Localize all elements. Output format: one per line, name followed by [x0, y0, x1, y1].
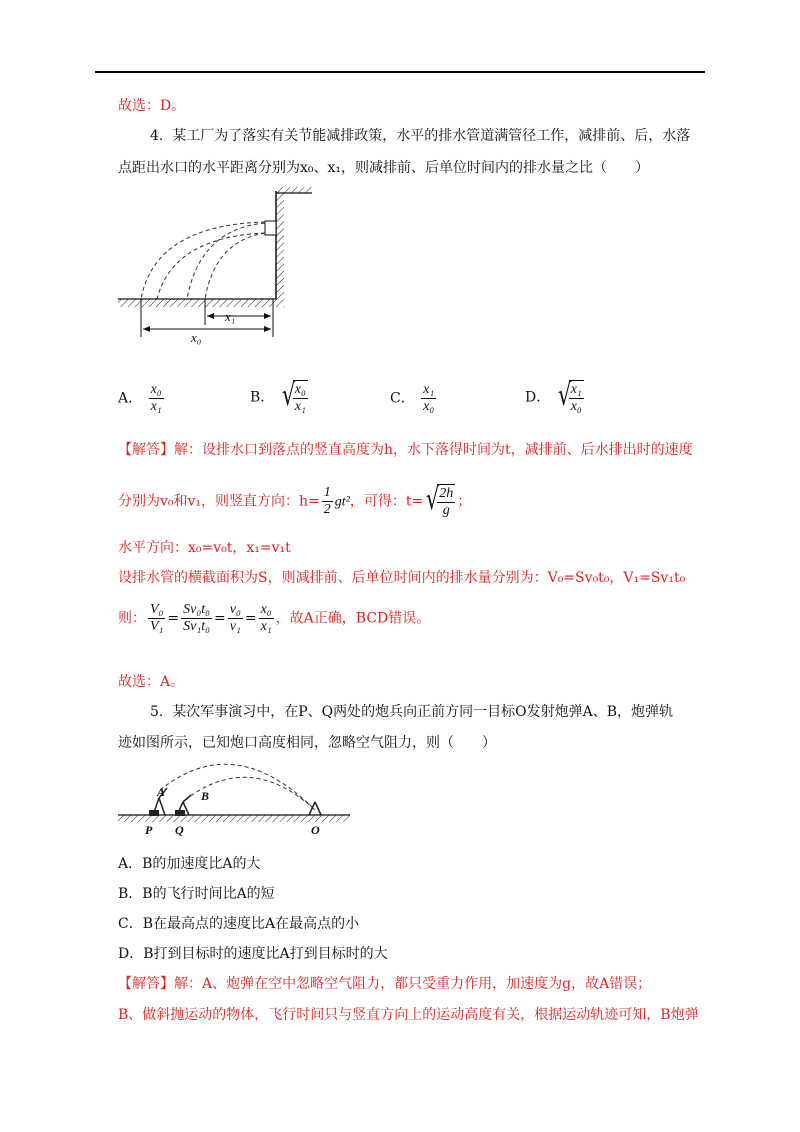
q5-number: 5. — [150, 704, 164, 720]
q4-option-d-sqrt: √ $\frac{\text{x₁}}{\text{x₀}}$ — [557, 378, 582, 414]
q5-label-b: B — [201, 789, 210, 803]
q4-option-d-letter: D． — [525, 389, 551, 406]
q4-option-b — [250, 380, 310, 415]
q5-answer-line1: 【解答】解：A、炮弹在空中忽略空气阻力，都只受重力作用，加速度为g，故A错误； — [118, 976, 652, 992]
q4-answer-line5: 则： $\frac{\text{V₀}}{\text{V₁}}$ = $\frac{\text{Sv₀t₀}}{\text{Sv₁t₀}}$ = $\frac{\text{v₀}}{\text{v₁}}$ = $\frac{\text{x₀}}{\text{x₁}}$ ，故A正确，BCD错误。 — [118, 602, 431, 634]
q5-option-d: D．B打到目标时的速度比A打到目标时的大 — [118, 946, 388, 962]
q4-option-c-letter: C． — [390, 390, 415, 407]
q5-stem-line2: 迹如图所示，已知炮口高度相同，忽略空气阻力，则（ ） — [118, 735, 496, 751]
q4-stem-text1: 某工厂为了落实有关节能减排政策，水平的排水管道满管径工作，减排前、后，水落 — [172, 128, 691, 144]
q4-answer-line2: 分别为v₀和v₁，则竖直方向：h= $\frac{1}{2}$ gt²，可得：t= √ $\frac{2h}{g}$ ； — [118, 482, 472, 518]
q5-answer-tag: 【解答】 — [118, 976, 174, 992]
q5-option-b: B．B的飞行时间比A的短 — [118, 886, 275, 902]
q4-answer-line1: 【解答】解：设排水口到落点的竖直高度为h，水下落得时间为t，减排前、后水排出时的速度 — [118, 442, 693, 458]
q4-option-a — [118, 382, 166, 415]
q4-figure — [115, 185, 325, 345]
q4-option-c-fraction: $\frac{\text{x₁}}{\text{x₀}}$ — [423, 382, 435, 414]
q5-label-p: P — [145, 823, 153, 837]
q4-option-b-sqrt: √ $\frac{\text{x₀}}{\text{x₁}}$ — [281, 378, 306, 414]
q4-time-sqrt: √ $\frac{2h}{g}$ — [426, 482, 454, 518]
q4-ratio-fraction2: $\frac{\text{Sv₀t₀}}{\text{Sv₁t₀}}$ — [183, 602, 210, 634]
q4-label-x0: x₀ — [191, 330, 202, 345]
q4-answer-line4: 设排水管的横截面积为S，则减排前、后单位时间内的排水量分别为：V₀=Sv₀t₀，V₁=Sv₁t₀ — [118, 570, 686, 586]
q4-option-a-fraction: $\frac{\text{x₀}}{\text{x₁}}$ — [150, 382, 162, 414]
q5-answer-line2: B、做斜抛运动的物体，飞行时间只与竖直方向上的运动高度有关，根据运动轨迹可知，B炮弹 — [118, 1007, 699, 1023]
q4-number: 4. — [150, 128, 164, 144]
q5-option-a: A．B的加速度比A的大 — [118, 856, 261, 872]
q4-answer-line3: 水平方向：x₀=v₀t，x₁=v₁t — [118, 540, 291, 556]
q4-stem-line1 — [150, 126, 690, 146]
q5-label-o: O — [311, 823, 320, 837]
header-rule — [95, 71, 705, 73]
q5-option-c: C．B在最高点的速度比A在最高点的小 — [118, 916, 360, 932]
q4-option-a-letter: A． — [118, 390, 143, 407]
q4-stem-line2: 点距出水口的水平距离分别为x₀、x₁，则减排前、后单位时间内的排水量之比（ ） — [118, 160, 650, 176]
q4-half-fraction: $\frac{1}{2}$ — [323, 485, 331, 517]
q4-ratio-fraction4: $\frac{\text{x₀}}{\text{x₁}}$ — [260, 602, 272, 634]
q4-ratio-fraction1: $\frac{\text{V₀}}{\text{V₁}}$ — [150, 602, 164, 634]
q4-label-x1: x₁ — [225, 309, 236, 324]
q4-option-d — [525, 380, 586, 415]
q5-figure — [115, 760, 355, 840]
q5-label-a: A — [157, 785, 166, 799]
q5-label-q: Q — [175, 823, 184, 837]
prev-answer: 故选：D。 — [118, 98, 186, 114]
q4-answer-tag: 【解答】 — [118, 442, 174, 458]
q4-option-b-letter: B． — [250, 389, 275, 406]
q5-stem-line1 — [150, 702, 673, 722]
q5-stem-text1: 某次军事演习中，在P、Q两处的炮兵向正前方同一目标O发射炮弹A、B，炮弹轨 — [172, 704, 674, 720]
q4-option-c — [390, 382, 438, 415]
q4-ratio-fraction3: $\frac{\text{v₀}}{\text{v₁}}$ — [229, 602, 241, 634]
q4-final-answer: 故选：A。 — [118, 674, 185, 690]
